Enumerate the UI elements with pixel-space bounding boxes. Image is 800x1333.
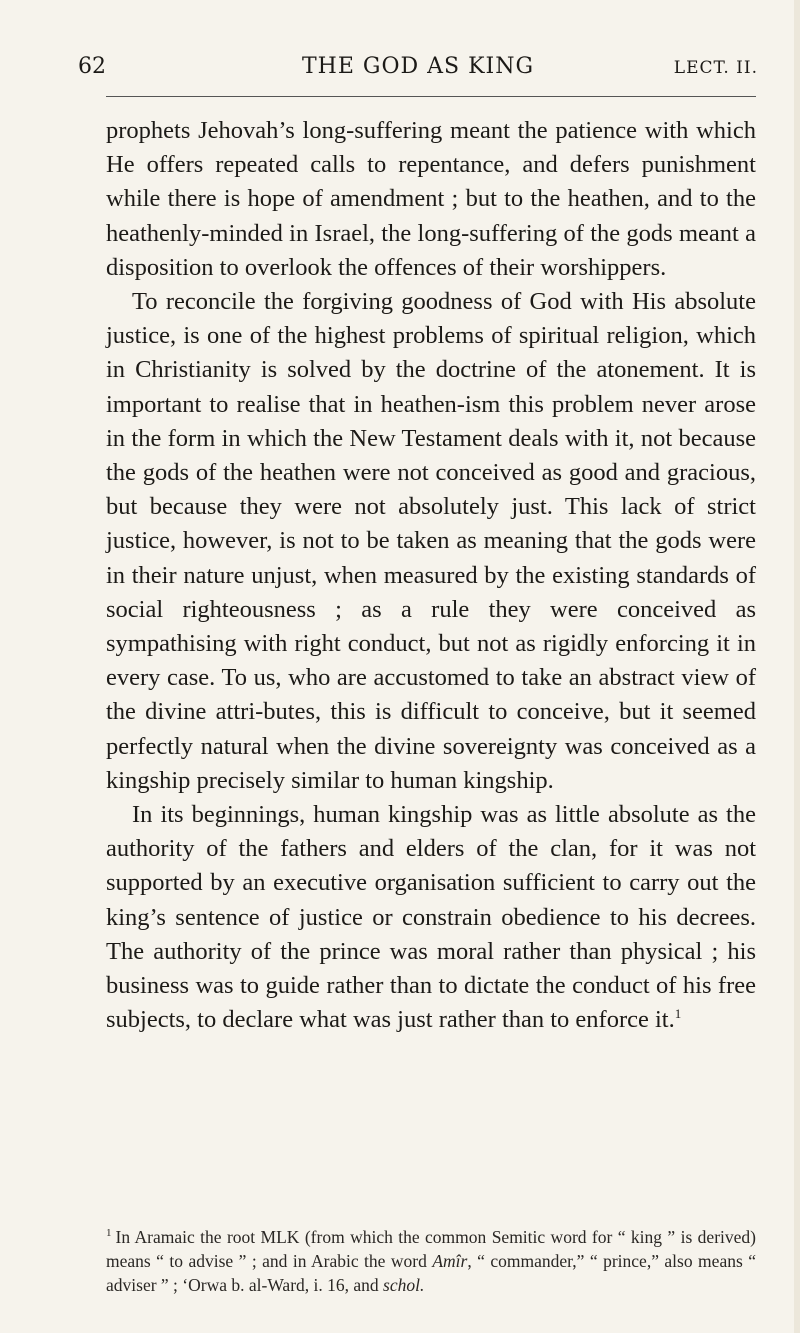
footnote-text-b: , “ commander,” “ prince,” also means “ adviser ” ; ‘Orwa b. al-Ward, i. 16, and bbox=[106, 1251, 756, 1295]
footnote-amir: Amîr bbox=[432, 1251, 468, 1271]
page-edge bbox=[794, 0, 800, 1333]
page-number: 62 bbox=[78, 54, 106, 79]
lecture-label: LECT. II. bbox=[673, 58, 758, 78]
footnote-marker: 1 bbox=[106, 1227, 112, 1240]
paragraph-3 bbox=[106, 798, 756, 1037]
paragraph-1: prophets Jehovah’s long-suffering meant the patience with which He offers repeated calls to repentance, and defers punishment while there is hope of amendment ; but to the heathen, and to the heathenly-minded in Israel, the long-suffering of the gods meant a disposition to overlook the offences of their worshippers. bbox=[106, 117, 756, 281]
paragraph-3-text: In its beginnings, human kingship was as little absolute as the authority of the fathers and elders of the clan, for it was not supported by an executive organisation sufficient to carry out the king’s sentence of justice or constrain obedience to his decrees. The authority of the prince was moral rather than physical ; his business was to guide rather than to dictate the conduct of his free subjects, to declare what was just rather than to enforce it. bbox=[106, 801, 756, 1034]
header-rule bbox=[106, 96, 756, 97]
footnote bbox=[106, 1225, 756, 1297]
paragraph-2: To reconcile the forgiving goodness of God with His absolute justice, is one of the highest problems of spiritual religion, which in Christianity is solved by the doctrine of the atonement. It is important to realise that in heathen-ism this problem never arose in the form in which the New Testament deals with it, not because the gods of the heathen were not conceived as good and gracious, but because they were not absolutely just. This lack of strict justice, however, is not to be taken as meaning that the gods were in their nature unjust, when measured by the existing standards of social righteousness ; as a rule they were conceived as sympathising with right conduct, but not as rigidly enforcing it in every case. To us, who are accustomed to take an abstract view of the divine attri-butes, this is difficult to conceive, but it seemed perfectly natural when the divine sovereignty was conceived as a kingship precisely similar to human kingship. bbox=[106, 288, 756, 794]
footnote-schol: schol. bbox=[383, 1275, 425, 1295]
footnote-reference: 1 bbox=[674, 1006, 682, 1022]
footnote-text-a: In Aramaic the root MLK (from which the common Semitic word for “ king ” is derived) means “ to advise ” ; and in Arabic the word bbox=[106, 1227, 756, 1271]
running-header bbox=[78, 54, 758, 88]
body-text bbox=[106, 114, 756, 1037]
running-title: THE GOD AS KING bbox=[301, 54, 535, 79]
